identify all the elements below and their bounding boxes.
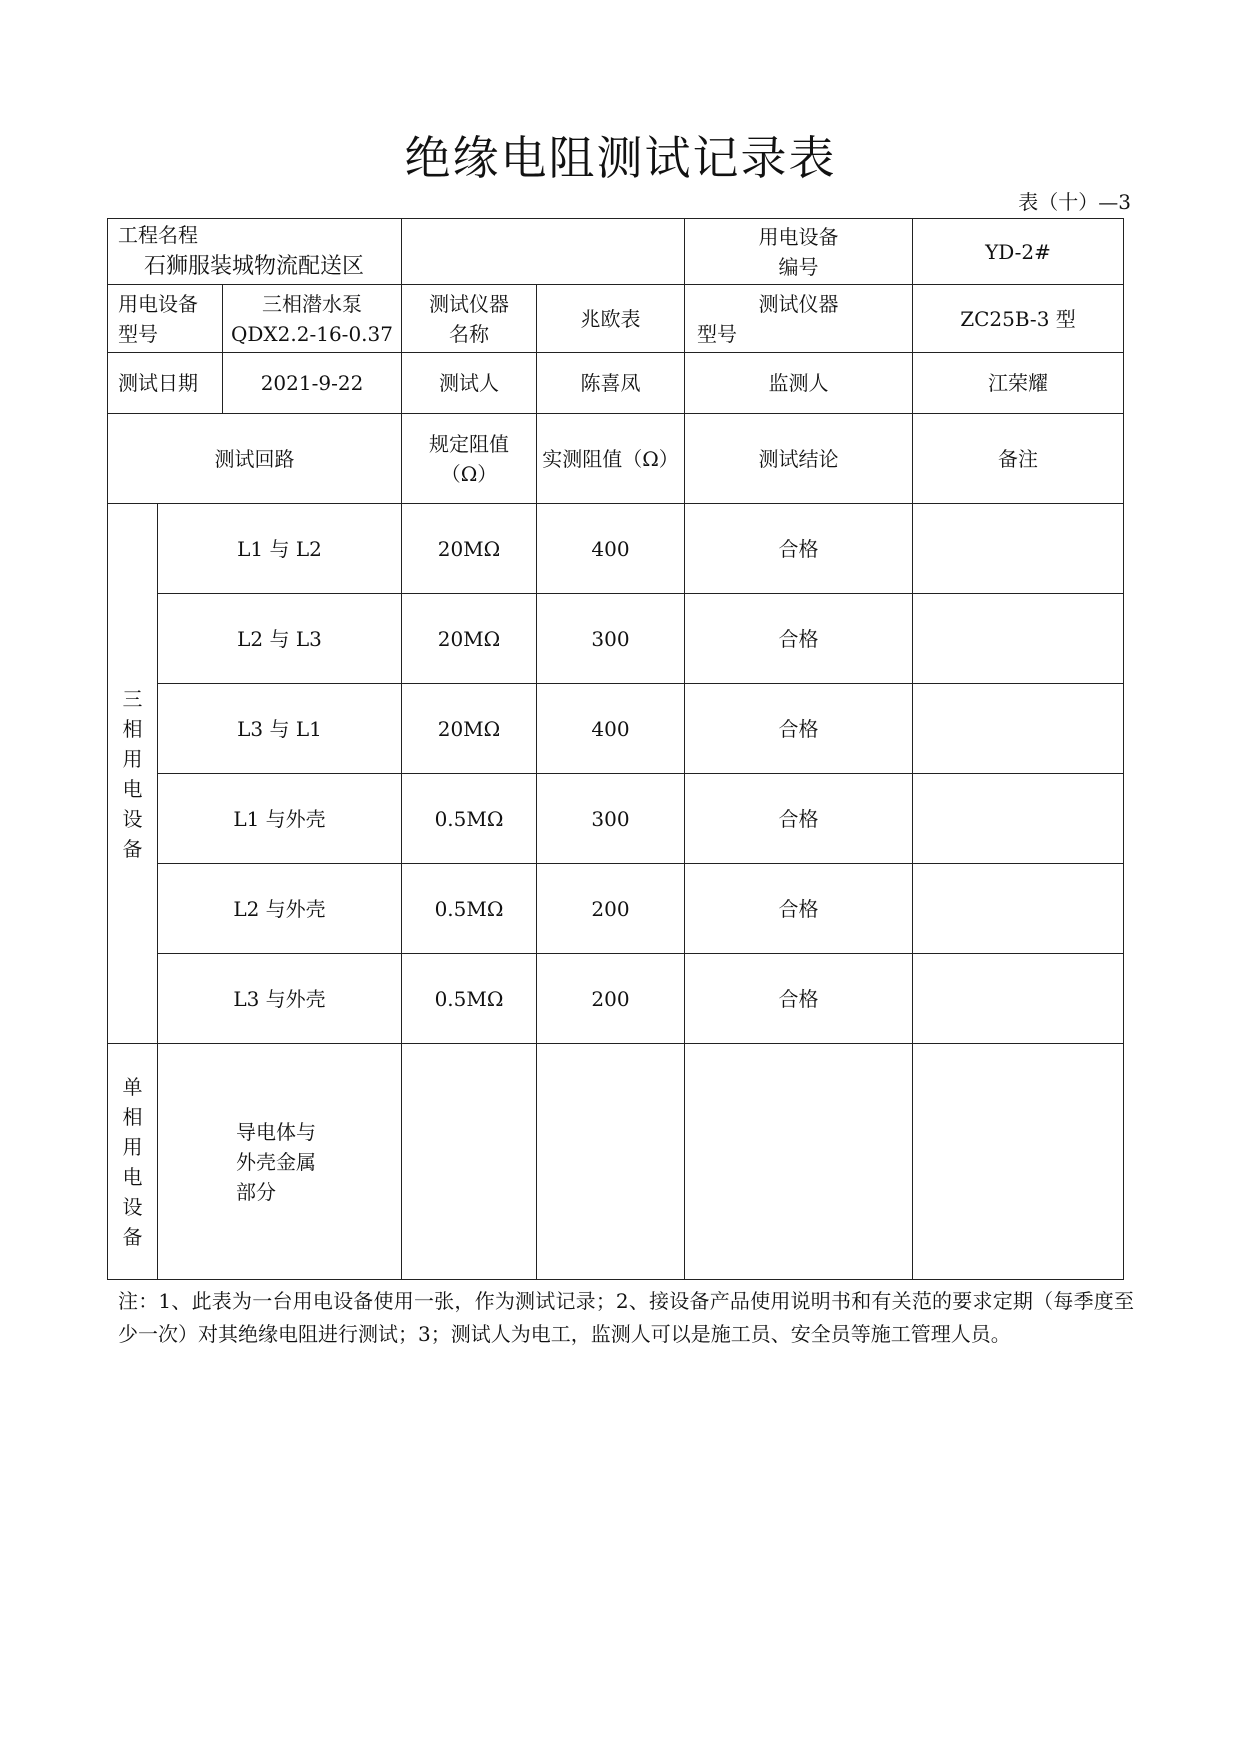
conclusion-cell: 合格: [685, 774, 913, 864]
col-remark: 备注: [913, 414, 1124, 504]
instrument-model-label: [685, 285, 913, 353]
single-phase-circuit-line: 外壳金属: [236, 1149, 316, 1174]
single-phase-circuit-line: 导电体与: [236, 1119, 316, 1144]
spec-cell: 20MΩ: [402, 504, 537, 594]
group-char: 备: [122, 836, 143, 861]
group-char: 设: [122, 806, 143, 831]
spec-cell: 20MΩ: [402, 684, 537, 774]
measured-cell: [537, 1044, 685, 1280]
group-char: 用: [122, 1134, 143, 1159]
col-spec-line1: 规定阻值: [429, 431, 509, 456]
table-row: [108, 954, 1124, 1044]
spec-cell: 0.5MΩ: [402, 954, 537, 1044]
table-row: [108, 774, 1124, 864]
equipment-model-line2: QDX2.2-16-0.37: [231, 321, 393, 346]
group-char: 备: [122, 1224, 143, 1249]
project-name-label: 工程名程: [118, 223, 198, 247]
equipment-model-line1: 三相潜水泵: [262, 291, 362, 316]
spec-cell: 0.5MΩ: [402, 864, 537, 954]
group-char: 电: [122, 1164, 143, 1189]
col-measured: 实测阻值（Ω）: [537, 414, 685, 504]
group-char: 电: [122, 776, 143, 801]
conclusion-cell: 合格: [685, 684, 913, 774]
tester-label: 测试人: [402, 353, 537, 414]
conclusion-cell: 合格: [685, 594, 913, 684]
circuit-cell: L1 与 L2: [158, 504, 402, 594]
circuit-cell: L2 与外壳: [158, 864, 402, 954]
instrument-model-label-line2: 型号: [697, 321, 737, 346]
table-row: [108, 504, 1124, 594]
single-phase-circuit: [158, 1044, 402, 1280]
group-char: 设: [122, 1194, 143, 1219]
spec-cell: 20MΩ: [402, 594, 537, 684]
instrument-name-label-line2: 名称: [449, 321, 489, 346]
circuit-cell: L1 与外壳: [158, 774, 402, 864]
measured-cell: 400: [537, 504, 685, 594]
circuit-cell: L3 与 L1: [158, 684, 402, 774]
conclusion-cell: 合格: [685, 954, 913, 1044]
test-date-label: 测试日期: [108, 353, 223, 413]
conclusion-cell: 合格: [685, 864, 913, 954]
conclusion-cell: [685, 1044, 913, 1280]
project-row: [108, 219, 1124, 285]
instrument-name-label-line1: 测试仪器: [429, 291, 509, 316]
equipment-no-value: YD-2#: [913, 219, 1124, 285]
instrument-name-value: 兆欧表: [537, 285, 685, 353]
project-name-spacer: [402, 219, 685, 285]
remark-cell: [913, 954, 1124, 1044]
measured-cell: 400: [537, 684, 685, 774]
project-name-value: 石狮服装城物流配送区: [144, 254, 365, 279]
page-title: 绝缘电阻测试记录表: [404, 131, 837, 185]
equipment-no-label-line1: 用电设备: [758, 224, 839, 249]
equipment-model-cell: [108, 285, 402, 353]
col-spec-line2: （Ω）: [440, 461, 498, 486]
measured-cell: 300: [537, 774, 685, 864]
spec-cell: [402, 1044, 537, 1280]
footnote: 注：1、此表为一台用电设备使用一张，作为测试记录；2、接设备产品使用说明书和有关范的要求定期（每季度至少一次）对其绝缘电阻进行测试；3；测试人为电工，监测人可以是施工员、安全员等施工管理人员。: [118, 1289, 1134, 1346]
measured-cell: 200: [537, 864, 685, 954]
col-conclusion: 测试结论: [685, 414, 913, 504]
measured-cell: 300: [537, 594, 685, 684]
supervisor-value: 江荣耀: [913, 353, 1124, 414]
table-row: [108, 864, 1124, 954]
group-char: 相: [122, 716, 143, 741]
group-char: 用: [122, 746, 143, 771]
col-spec: [402, 414, 537, 504]
supervisor-label: 监测人: [685, 353, 913, 414]
circuit-cell: L2 与 L3: [158, 594, 402, 684]
conclusion-cell: 合格: [685, 504, 913, 594]
date-row: [108, 353, 1124, 414]
equipment-model-label-line1: 用电设备: [118, 291, 198, 316]
remark-cell: [913, 774, 1124, 864]
tester-value: 陈喜凤: [537, 353, 685, 414]
equipment-no-label: [685, 219, 913, 285]
model-row: [108, 285, 1124, 353]
remark-cell: [913, 864, 1124, 954]
remark-cell: [913, 504, 1124, 594]
remark-cell: [913, 1044, 1124, 1280]
single-phase-circuit-line: 部分: [236, 1179, 276, 1204]
measured-cell: 200: [537, 954, 685, 1044]
group-char: 三: [122, 686, 143, 711]
equipment-model-label: [108, 285, 223, 352]
equipment-model-label-line2: 型号: [118, 321, 158, 346]
equipment-model-value: [223, 289, 401, 349]
remark-cell: [913, 594, 1124, 684]
test-date-value: 2021-9-22: [260, 371, 364, 395]
spec-cell: 0.5MΩ: [402, 774, 537, 864]
single-phase-row: [108, 1044, 1124, 1280]
instrument-model-label-line1: 测试仪器: [758, 291, 839, 316]
table-row: [108, 594, 1124, 684]
three-phase-group-label: [108, 504, 158, 1044]
group-char: 单: [122, 1074, 143, 1099]
equipment-no-label-line2: 编号: [778, 254, 819, 279]
circuit-cell: L3 与外壳: [158, 954, 402, 1044]
test-date-cell: [108, 353, 402, 414]
remark-cell: [913, 684, 1124, 774]
col-circuit: 测试回路: [108, 414, 402, 504]
form-number: 表（十）—3: [1018, 190, 1131, 214]
group-char: 相: [122, 1104, 143, 1129]
table-row: [108, 684, 1124, 774]
project-cell: [108, 219, 402, 285]
record-table: [107, 218, 1124, 1280]
single-phase-group-label: [108, 1044, 158, 1280]
instrument-model-value: ZC25B-3 型: [913, 285, 1124, 353]
instrument-name-label: [402, 285, 537, 353]
column-header-row: [108, 414, 1124, 504]
